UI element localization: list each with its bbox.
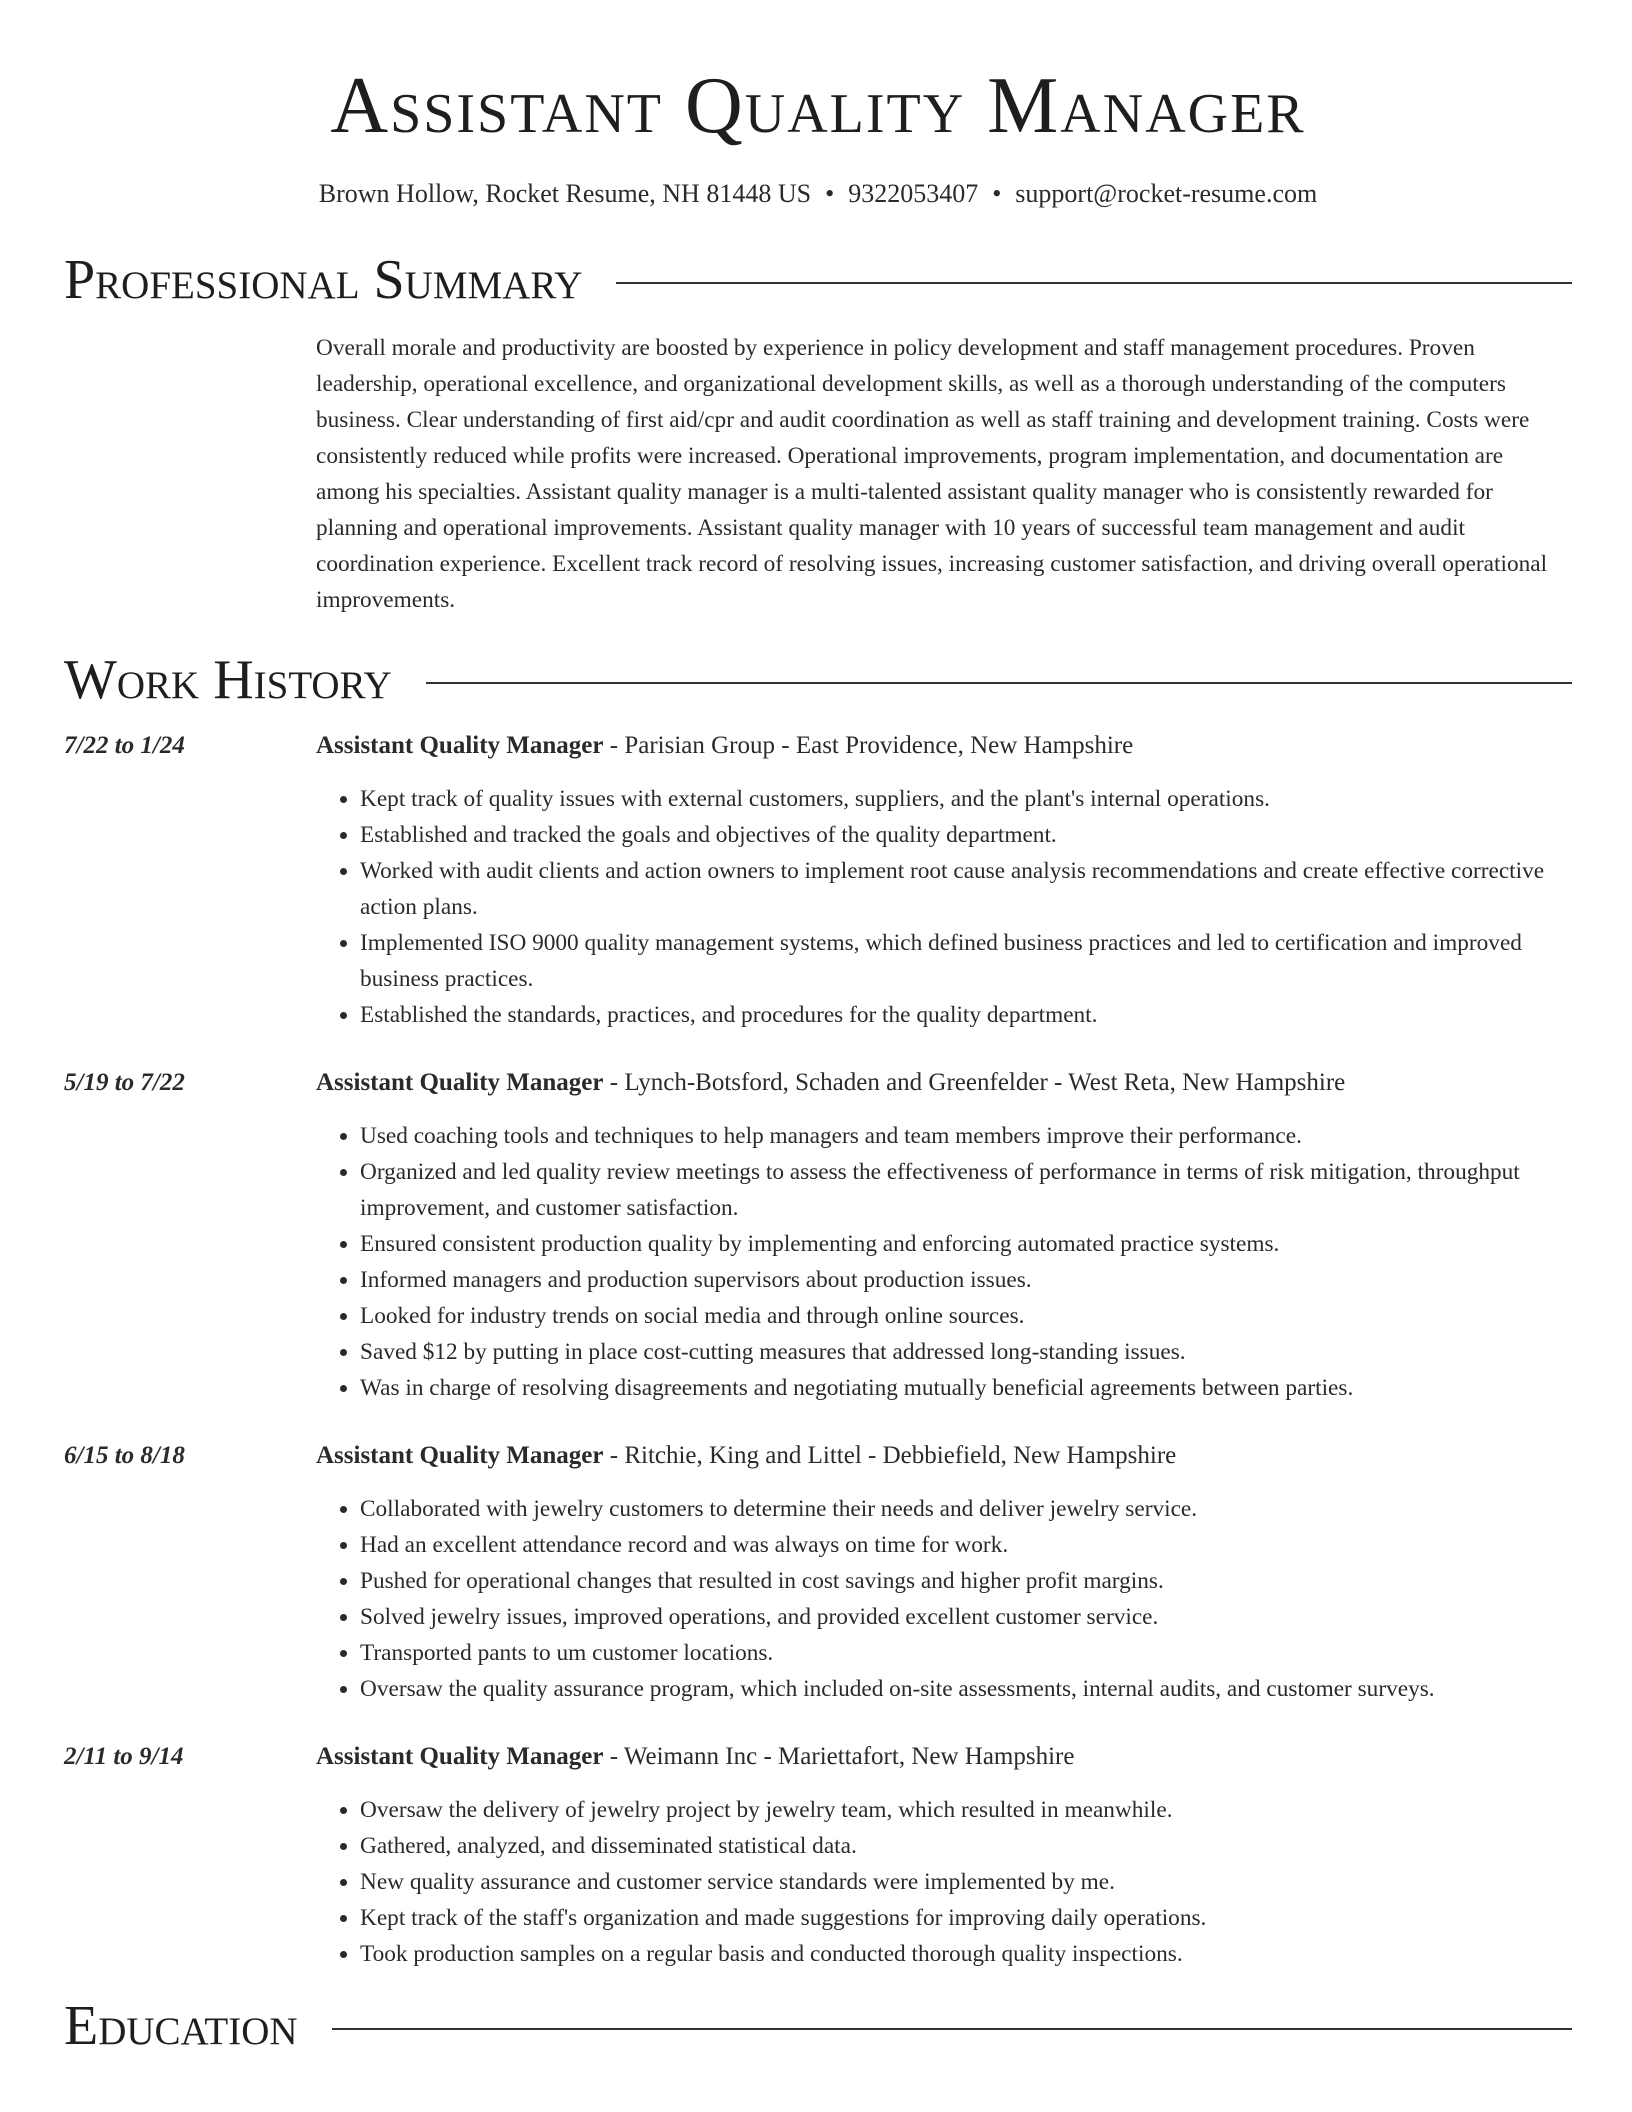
job-bullet: • Took production samples on a regular basis and conducted thorough quality inspections. (360, 1936, 1572, 1972)
contact-email: support@rocket-resume.com (1015, 179, 1318, 208)
job-bullet: • Worked with audit clients and action owners to implement root cause analysis recommendations and create effective corrective action plans. (360, 853, 1572, 925)
job-bullet: • Solved jewelry issues, improved operations, and provided excellent customer service. (360, 1599, 1572, 1635)
job-bullet: • Collaborated with jewelry customers to determine their needs and deliver jewelry service. (360, 1491, 1572, 1527)
job-dates: 5/19 to 7/22 (64, 1069, 185, 1096)
job-title: Assistant Quality Manager (316, 1442, 604, 1469)
job-title-line (316, 1065, 1572, 1101)
job-bullet: • Saved $12 by putting in place cost-cutting measures that addressed long-standing issues. (360, 1334, 1572, 1370)
job-bullets (316, 1118, 1572, 1406)
job-dates: 7/22 to 1/24 (64, 732, 185, 759)
job-bullet: • Used coaching tools and techniques to help managers and team members improve their performance. (360, 1118, 1572, 1154)
job-bullet: • Informed managers and production supervisors about production issues. (360, 1262, 1572, 1298)
job-title: Assistant Quality Manager (316, 1069, 604, 1096)
job-title: Assistant Quality Manager (316, 1743, 604, 1770)
job-body (316, 728, 1572, 1033)
job-bullet: • Oversaw the quality assurance program, which included on-site assessments, internal audits, and customer surveys. (360, 1671, 1572, 1707)
job-body (316, 1065, 1572, 1406)
job-bullet: • Implemented ISO 9000 quality management systems, which defined business practices and led to certification and improved business practices. (360, 925, 1572, 997)
job-title-line (316, 1739, 1572, 1775)
job-bullet: • Looked for industry trends on social media and through online sources. (360, 1298, 1572, 1334)
contact-separator: • (825, 179, 835, 208)
job-details: - Ritchie, King and Littel - Debbiefield, New Hampshire (603, 1442, 1177, 1469)
job-bullet: • Was in charge of resolving disagreements and negotiating mutually beneficial agreements between parties. (360, 1370, 1572, 1406)
job-dates: 6/15 to 8/18 (64, 1442, 185, 1469)
job-bullet: • Established and tracked the goals and objectives of the quality department. (360, 817, 1572, 853)
summary-text: Overall morale and productivity are boosted by experience in policy development and staff management procedures. Proven leadership, operational excellence, and organizational development skills, as well as a thorough understanding of the computers business. Clear understanding of first aid/cpr and audit coordination as well as staff training and development training. Costs were consistently reduced while profits were increased. Operational improvements, program implementation, and documentation are among his specialties. Assistant quality manager is a multi-talented assistant quality manager who is consistently rewarded for planning and operational improvements. Assistant quality manager with 10 years of successful team management and audit coordination experience. Excellent track record of resolving issues, increasing customer satisfaction, and driving overall operational improvements. (316, 335, 1548, 613)
job-entry (64, 1438, 1572, 1707)
job-bullet: • Kept track of the staff's organization and made suggestions for improving daily operations. (360, 1900, 1572, 1936)
job-entry (64, 728, 1572, 1033)
summary-heading: Professional Summary (64, 249, 583, 311)
job-body (316, 1438, 1572, 1707)
job-bullet: • Pushed for operational changes that resulted in cost savings and higher profit margins. (360, 1563, 1572, 1599)
contact-line (64, 178, 1572, 210)
job-bullets (316, 781, 1572, 1033)
job-title-line (316, 1438, 1572, 1474)
resume-page (64, 0, 1572, 2058)
section-divider (616, 282, 1572, 284)
job-bullets (316, 1491, 1572, 1707)
education-heading: Education (64, 1995, 298, 2057)
resume-name: Assistant Quality Manager (330, 62, 1306, 150)
job-title-line (316, 728, 1572, 764)
contact-address: Brown Hollow, Rocket Resume, NH 81448 US (318, 179, 812, 208)
job-bullets (316, 1792, 1572, 1972)
job-title: Assistant Quality Manager (316, 732, 604, 759)
job-bullet: • Transported pants to um customer locations. (360, 1635, 1572, 1671)
job-bullet: • New quality assurance and customer service standards were implemented by me. (360, 1864, 1572, 1900)
job-bullet: • Oversaw the delivery of jewelry project by jewelry team, which resulted in meanwhile. (360, 1792, 1572, 1828)
contact-separator: • (992, 179, 1002, 208)
job-dates: 2/11 to 9/14 (64, 1743, 184, 1770)
job-bullet: • Kept track of quality issues with external customers, suppliers, and the plant's internal operations. (360, 781, 1572, 817)
job-bullet: • Established the standards, practices, and procedures for the quality department. (360, 997, 1572, 1033)
job-bullet: • Gathered, analyzed, and disseminated statistical data. (360, 1828, 1572, 1864)
job-details: - Parisian Group - East Providence, New Hampshire (603, 732, 1134, 759)
job-entry (64, 1065, 1572, 1406)
job-details: - Lynch-Botsford, Schaden and Greenfelder - West Reta, New Hampshire (603, 1069, 1346, 1096)
job-bullet: • Organized and led quality review meetings to assess the effectiveness of performance in terms of risk mitigation, throughput improvement, and customer satisfaction. (360, 1154, 1572, 1226)
education-section-header (64, 1994, 1572, 2058)
job-details: - Weimann Inc - Mariettafort, New Hampshire (603, 1743, 1075, 1770)
job-body (316, 1739, 1572, 1972)
section-divider (426, 682, 1572, 684)
work-heading: Work History (64, 649, 392, 711)
work-section-header (64, 648, 1572, 712)
job-entry (64, 1739, 1572, 1972)
section-divider (332, 2028, 1572, 2030)
job-bullet: • Ensured consistent production quality by implementing and enforcing automated practice systems. (360, 1226, 1572, 1262)
job-bullet: • Had an excellent attendance record and was always on time for work. (360, 1527, 1572, 1563)
summary-section-header (64, 248, 1572, 312)
contact-phone: 9322053407 (848, 179, 979, 208)
